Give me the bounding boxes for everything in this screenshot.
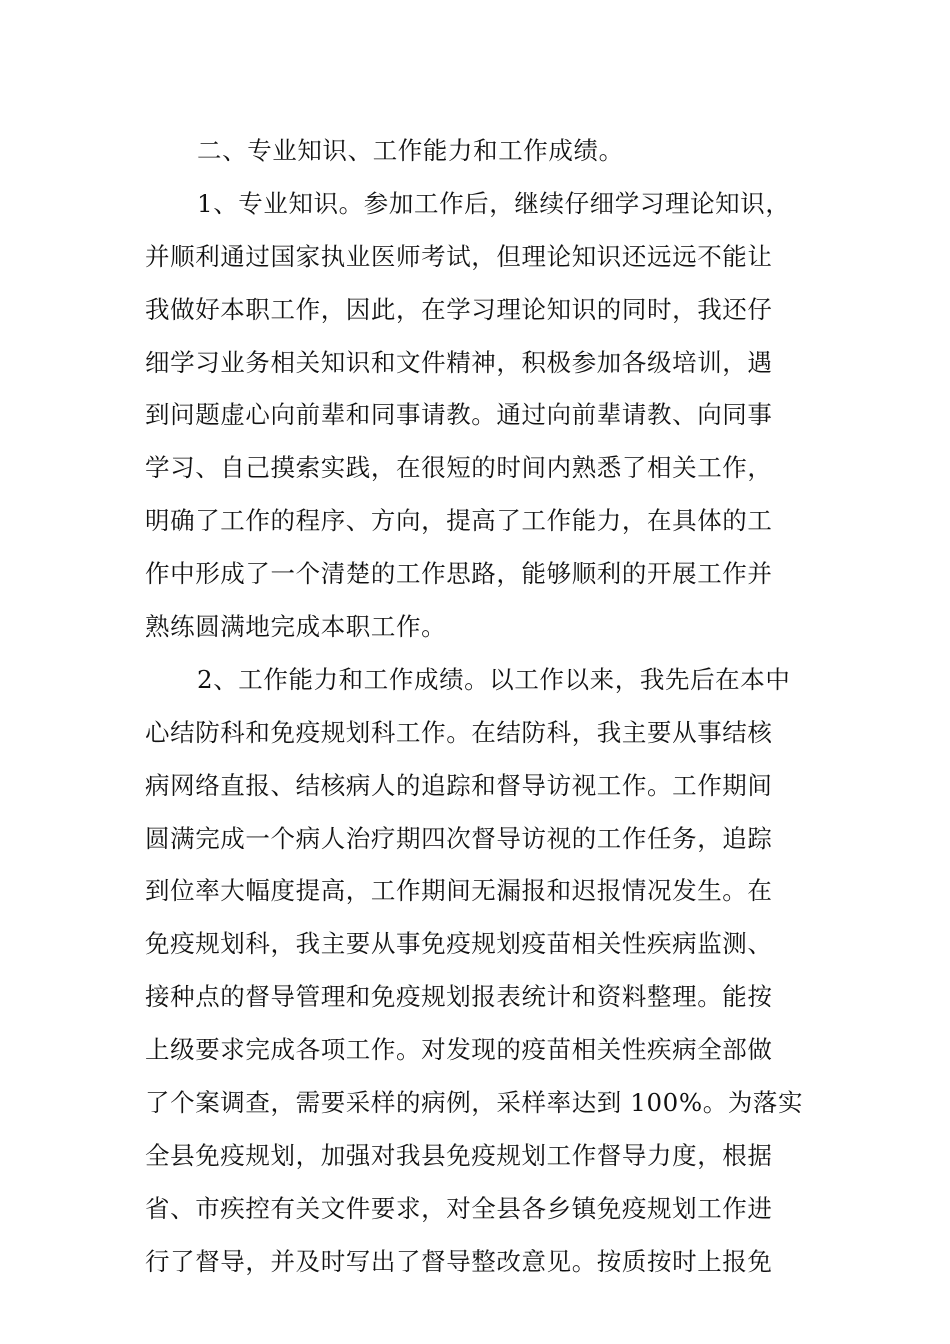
text-line: 全县免疫规划，加强对我县免疫规划工作督导力度，根据 — [145, 1140, 773, 1170]
text-line: 2、工作能力和工作成绩。以工作以来，我先后在本中 — [197, 664, 791, 694]
text-line: 上级要求完成各项工作。对发现的疫苗相关性疾病全部做 — [145, 1035, 773, 1065]
text-line: 我做好本职工作，因此，在学习理论知识的同时，我还仔 — [145, 294, 773, 324]
text-line: 细学习业务相关知识和文件精神，积极参加各级培训，遇 — [145, 347, 773, 377]
text-line: 了个案调查，需要采样的病例，采样率达到 100%。为落实 — [145, 1088, 804, 1118]
text-line: 接种点的督导管理和免疫规划报表统计和资料整理。能按 — [145, 982, 773, 1012]
text-line: 并顺利通过国家执业医师考试，但理论知识还远远不能让 — [145, 241, 773, 271]
text-line: 免疫规划科，我主要从事免疫规划疫苗相关性疾病监测、 — [145, 929, 773, 959]
text-line: 二、专业知识、工作能力和工作成绩。 — [197, 136, 624, 165]
text-line: 明确了工作的程序、方向，提高了工作能力，在具体的工 — [145, 506, 773, 536]
text-line: 病网络直报、结核病人的追踪和督导访视工作。工作期间 — [145, 770, 773, 800]
text-line: 学习、自己摸索实践，在很短的时间内熟悉了相关工作， — [145, 453, 773, 483]
text-line: 圆满完成一个病人治疗期四次督导访视的工作任务，追踪 — [145, 823, 773, 853]
text-line: 1、专业知识。参加工作后，继续仔细学习理论知识， — [197, 188, 791, 218]
text-line: 到问题虚心向前辈和同事请教。通过向前辈请教、向同事 — [145, 400, 773, 430]
body-text — [145, 125, 815, 1289]
text-line: 心结防科和免疫规划科工作。在结防科，我主要从事结核 — [145, 717, 773, 747]
text-line: 作中形成了一个清楚的工作思路，能够顺利的开展工作并 — [145, 559, 773, 589]
text-line: 熟练圆满地完成本职工作。 — [145, 612, 447, 642]
text-line: 到位率大幅度提高，工作期间无漏报和迟报情况发生。在 — [145, 876, 773, 906]
text-line: 省、市疾控有关文件要求，对全县各乡镇免疫规划工作进 — [145, 1193, 773, 1223]
text-line: 行了督导，并及时写出了督导整改意见。按质按时上报免 — [145, 1246, 773, 1276]
